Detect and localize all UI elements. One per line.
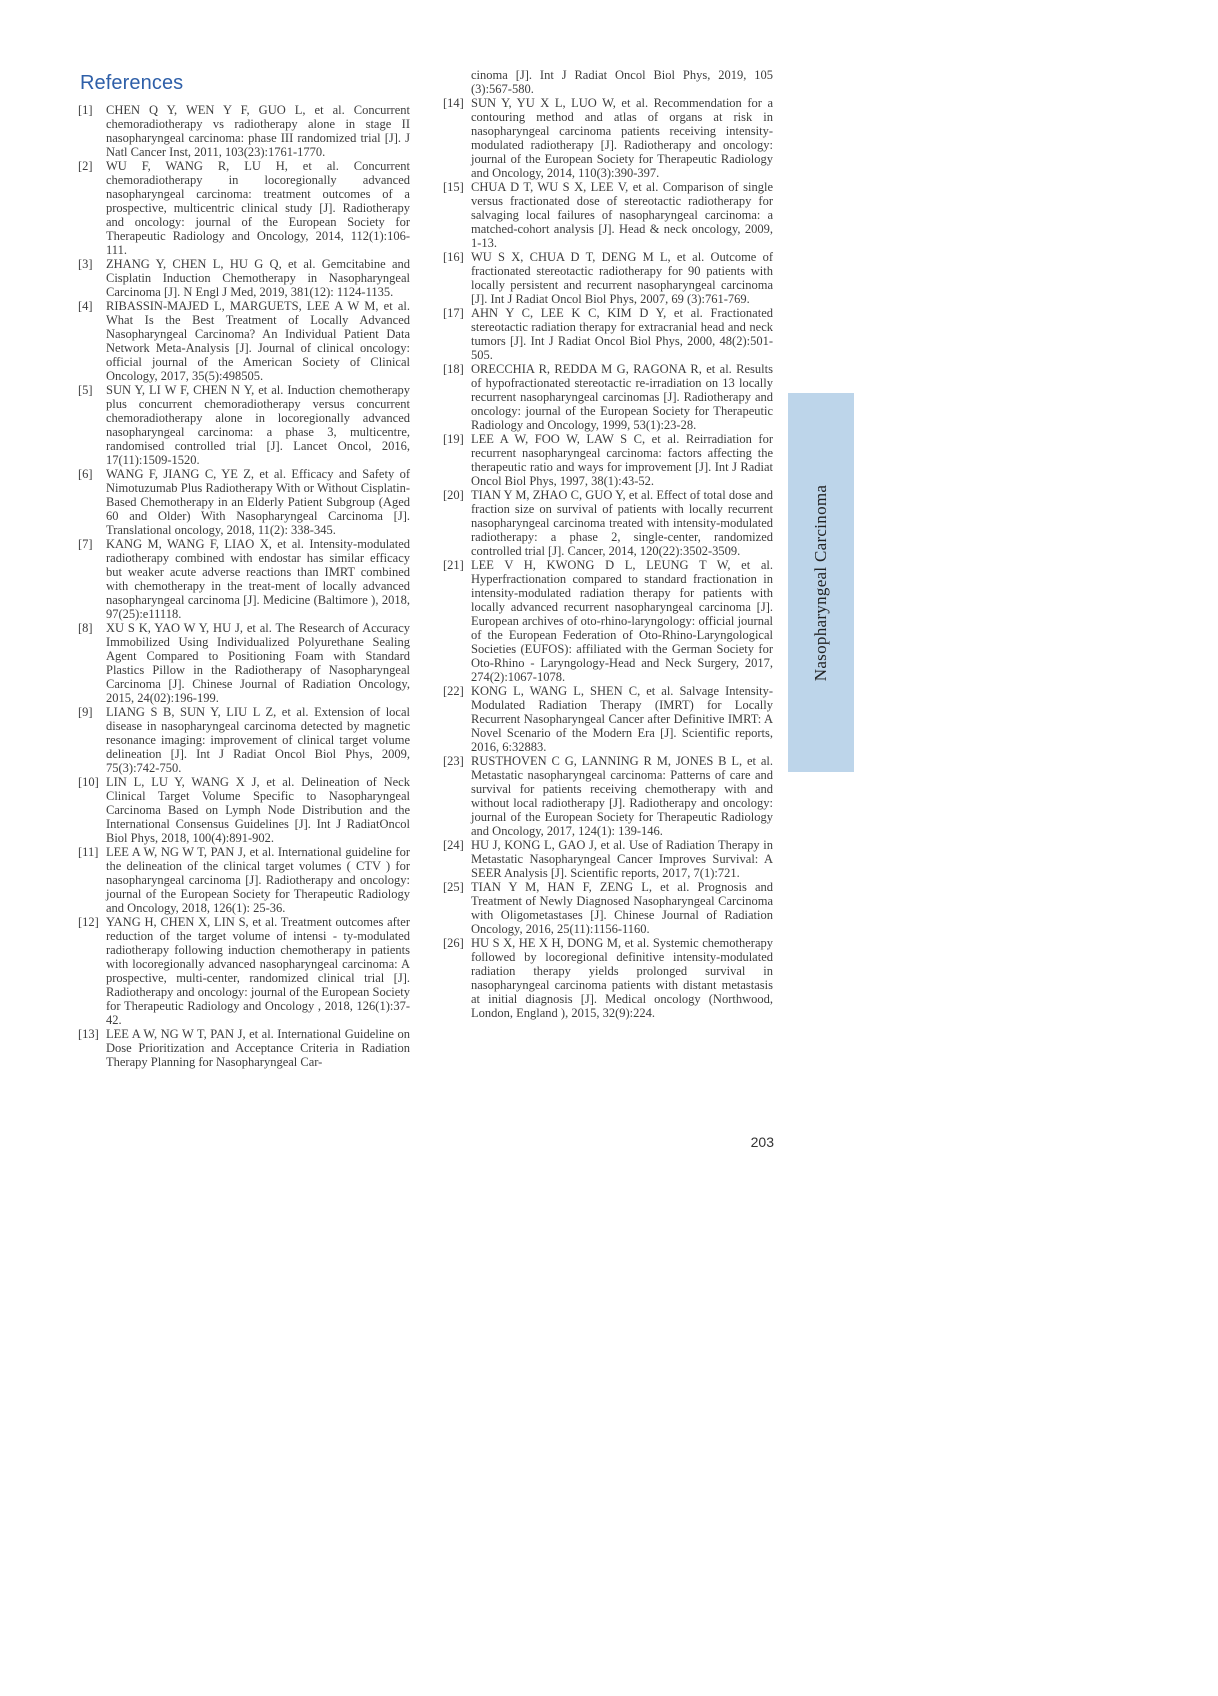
reference-number: [1] [78,103,93,117]
reference-number: [2] [78,159,93,173]
reference-text: WU F, WANG R, LU H, et al. Concurrent chemoradiotherapy in locoregionally advanced nasopharyngeal carcinoma: treatment outcomes of a prospective, multicentric clinical study [J]. Radiotherapy and oncology: journal of the European Society for Therapeutic Radiology and Oncology, 2014, 112(1):106-111. [106,159,410,257]
reference-item [443,96,773,180]
section-title: References [80,72,184,94]
reference-number: [13] [78,1027,99,1041]
references-column-left [78,103,410,1069]
reference-number: [11] [78,845,99,859]
reference-number: [5] [78,383,93,397]
reference-number: [16] [443,250,464,264]
reference-number: [19] [443,432,464,446]
reference-number: [8] [78,621,93,635]
reference-text: TIAN Y M, ZHAO C, GUO Y, et al. Effect of total dose and fraction size on survival of patients with locally recurrent nasopharyngeal carcinoma treated with intensity-modulated radiotherapy: a phase 2, single-center, randomized controlled trial [J]. Cancer, 2014, 120(22):3502-3509. [471,488,773,558]
reference-text: RUSTHOVEN C G, LANNING R M, JONES B L, et al. Metastatic nasopharyngeal carcinoma: Patterns of care and survival for patients receiving chemotherapy with and without local radiotherapy [J]. Radiotherapy and oncology: journal of the European Society for Therapeutic Radiology and Oncology, 2017, 124(1): 139-146. [471,754,773,838]
reference-number: [26] [443,936,464,950]
reference-number: [3] [78,257,93,271]
reference-text: LEE A W, NG W T, PAN J, et al. International Guideline on Dose Prioritization and Acceptance Criteria in Radiation Therapy Planning for Nasopharyngeal Car- [106,1027,410,1069]
reference-item [443,432,773,488]
reference-continuation: cinoma [J]. Int J Radiat Oncol Biol Phys, 2019, 105 (3):567-580. [471,68,773,96]
reference-item [443,754,773,838]
reference-text: YANG H, CHEN X, LIN S, et al. Treatment outcomes after reduction of the target volume of intensi - ty-modulated radiotherapy following induction chemotherapy in patients with locoregionally advanced nasopharyngeal carcinoma: A prospective, multi-center, randomized clinical trial [J]. Radiotherapy and oncology: journal of the European Society for Therapeutic Radiology and Oncology , 2018, 126(1):37-42. [106,915,410,1027]
reference-number: [25] [443,880,464,894]
reference-number: [7] [78,537,93,551]
reference-text: HU S X, HE X H, DONG M, et al. Systemic chemotherapy followed by locoregional definitive intensity-modulated radiation therapy yields prolonged survival in nasopharyngeal carcinoma patients with distant metastasis at initial diagnosis [J]. Medical oncology (Northwood, London, England ), 2015, 32(9):224. [471,936,773,1020]
reference-item [443,880,773,936]
reference-text: LIN L, LU Y, WANG X J, et al. Delineation of Neck Clinical Target Volume Specific to Nasopharyngeal Carcinoma Based on Lymph Node Distribution and the International Consensus Guidelines [J]. Int J RadiatOncol Biol Phys, 2018, 100(4):891-902. [106,775,410,845]
reference-text: KANG M, WANG F, LIAO X, et al. Intensity-modulated radiotherapy combined with endostar has similar efficacy but weaker acute adverse reactions than IMRT combined with chemotherapy in the treat-ment of locally advanced nasopharyngeal carcinoma [J]. Medicine (Baltimore ), 2018, 97(25):e11118. [106,537,410,621]
reference-text: ZHANG Y, CHEN L, HU G Q, et al. Gemcitabine and Cisplatin Induction Chemotherapy in Nasopharyngeal Carcinoma [J]. N Engl J Med, 2019, 381(12): 1124-1135. [106,257,410,299]
reference-number: [23] [443,754,464,768]
reference-item [78,159,410,257]
reference-item [78,257,410,299]
reference-item [78,383,410,467]
reference-number: [6] [78,467,93,481]
reference-number: [4] [78,299,93,313]
reference-text: RIBASSIN-MAJED L, MARGUETS, LEE A W M, et al. What Is the Best Treatment of Locally Advanced Nasopharyngeal Carcinoma? An Individual Patient Data Network Meta-Analysis [J]. Journal of clinical oncology: official journal of the American Society of Clinical Oncology, 2017, 35(5):498505. [106,299,410,383]
reference-number: [22] [443,684,464,698]
reference-item [78,467,410,537]
page-number: 203 [750,1134,774,1150]
reference-item [443,180,773,250]
reference-number: [18] [443,362,464,376]
reference-text: CHUA D T, WU S X, LEE V, et al. Comparison of single versus fractionated dose of stereotactic radiotherapy for salvaging local failures of nasopharyngeal carcinoma: a matched-cohort analysis [J]. Head & neck oncology, 2009, 1-13. [471,180,773,250]
reference-text: KONG L, WANG L, SHEN C, et al. Salvage Intensity-Modulated Radiation Therapy (IMRT) for Locally Recurrent Nasopharyngeal Cancer after Definitive IMRT: A Novel Scenario of the Modern Era [J]. Scientific reports, 2016, 6:32883. [471,684,773,754]
reference-text: TIAN Y M, HAN F, ZENG L, et al. Prognosis and Treatment of Newly Diagnosed Nasopharyngeal Carcinoma with Oligometastases [J]. Chinese Journal of Radiation Oncology, 2016, 25(11):1156-1160. [471,880,773,936]
reference-number: [9] [78,705,93,719]
reference-item [78,915,410,1027]
reference-text: WANG F, JIANG C, YE Z, et al. Efficacy and Safety of Nimotuzumab Plus Radiotherapy With or Without Cisplatin-Based Chemotherapy in an Elderly Patient Subgroup (Aged 60 and Older) With Nasopharyngeal Carcinoma [J]. Translational oncology, 2018, 11(2): 338-345. [106,467,410,537]
reference-item [443,838,773,880]
reference-number: [14] [443,96,464,110]
reference-text: AHN Y C, LEE K C, KIM D Y, et al. Fractionated stereotactic radiation therapy for extracranial head and neck tumors [J]. Int J Radiat Oncol Biol Phys, 2000, 48(2):501-505. [471,306,773,362]
side-tab [788,393,854,772]
reference-text: ORECCHIA R, REDDA M G, RAGONA R, et al. Results of hypofractionated stereotactic re-irradiation on 13 locally recurrent nasopharyngeal carcinomas [J]. Radiotherapy and oncology: journal of the European Society for Therapeutic Radiology and Oncology, 1999, 53(1):23-28. [471,362,773,432]
reference-text: CHEN Q Y, WEN Y F, GUO L, et al. Concurrent chemoradiotherapy vs radiotherapy alone in stage II nasopharyngeal carcinoma: phase III randomized trial [J]. J Natl Cancer Inst, 2011, 103(23):1761-1770. [106,103,410,159]
reference-item [443,558,773,684]
reference-text: LEE A W, NG W T, PAN J, et al. International guideline for the delineation of the clinical target volumes ( CTV ) for nasopharyngeal carcinoma [J]. Radiotherapy and oncology: journal of the European Society for Therapeutic Radiology and Oncology, 2018, 126(1): 25-36. [106,845,410,915]
reference-item [78,775,410,845]
reference-item [443,250,773,306]
reference-text: WU S X, CHUA D T, DENG M L, et al. Outcome of fractionated stereotactic radiotherapy for 90 patients with locally persistent and recurrent nasopharyngeal carcinoma [J]. Int J Radiat Oncol Biol Phys, 2007, 69 (3):761-769. [471,250,773,306]
reference-number: [15] [443,180,464,194]
side-tab-label: Nasopharyngeal Carcinoma [811,484,830,682]
reference-number: [17] [443,306,464,320]
reference-text: HU J, KONG L, GAO J, et al. Use of Radiation Therapy in Metastatic Nasopharyngeal Cancer Improves Survival: A SEER Analysis [J]. Scientific reports, 2017, 7(1):721. [471,838,773,880]
reference-item [78,1027,410,1069]
reference-text: SUN Y, YU X L, LUO W, et al. Recommendation for a contouring method and atlas of organs at risk in nasopharyngeal carcinoma patients receiving intensity-modulated radiotherapy [J]. Radiotherapy and oncology: journal of the European Society for Therapeutic Radiology and Oncology, 2014, 110(3):390-397. [471,96,773,180]
reference-item [78,705,410,775]
reference-item [443,306,773,362]
references-column-right [443,68,773,1020]
reference-number: [21] [443,558,464,572]
reference-item [443,488,773,558]
reference-text: SUN Y, LI W F, CHEN N Y, et al. Induction chemotherapy plus concurrent chemoradiotherapy versus concurrent chemoradiotherapy alone in locoregionally advanced nasopharyngeal carcinoma: a phase 3, multicentre, randomised controlled trial [J]. Lancet Oncol, 2016, 17(11):1509-1520. [106,383,410,467]
reference-number: [20] [443,488,464,502]
reference-item [443,684,773,754]
reference-item [78,299,410,383]
reference-item [443,936,773,1020]
reference-item [78,103,410,159]
reference-number: [12] [78,915,99,929]
reference-number: [24] [443,838,464,852]
reference-text: LEE V H, KWONG D L, LEUNG T W, et al. Hyperfractionation compared to standard fractionation in intensity-modulated radiation therapy for patients with locally advanced recurrent nasopharyngeal carcinoma [J]. European archives of oto-rhino-laryngology: official journal of the European Federation of Oto-Rhino-Laryngological Societies (EUFOS): affiliated with the German Society for Oto-Rhino - Laryngology-Head and Neck Surgery, 2017, 274(2):1067-1078. [471,558,773,684]
reference-text: XU S K, YAO W Y, HU J, et al. The Research of Accuracy Immobilized Using Individualized Polyurethane Sealing Agent Compared to Positioning Foam with Standard Plastics Pillow in the Radiotherapy of Nasopharyngeal Carcinoma [J]. Chinese Journal of Radiation Oncology, 2015, 24(02):196-199. [106,621,410,705]
reference-number: [10] [78,775,99,789]
reference-item [78,845,410,915]
reference-item [78,621,410,705]
reference-text: LEE A W, FOO W, LAW S C, et al. Reirradiation for recurrent nasopharyngeal carcinoma: factors affecting the therapeutic ratio and ways for improvement [J]. Int J Radiat Oncol Biol Phys, 1997, 38(1):43-52. [471,432,773,488]
reference-item [78,537,410,621]
reference-text: LIANG S B, SUN Y, LIU L Z, et al. Extension of local disease in nasopharyngeal carcinoma detected by magnetic resonance imaging: improvement of clinical target volume delineation [J]. Int J Radiat Oncol Biol Phys, 2009, 75(3):742-750. [106,705,410,775]
reference-item [443,362,773,432]
